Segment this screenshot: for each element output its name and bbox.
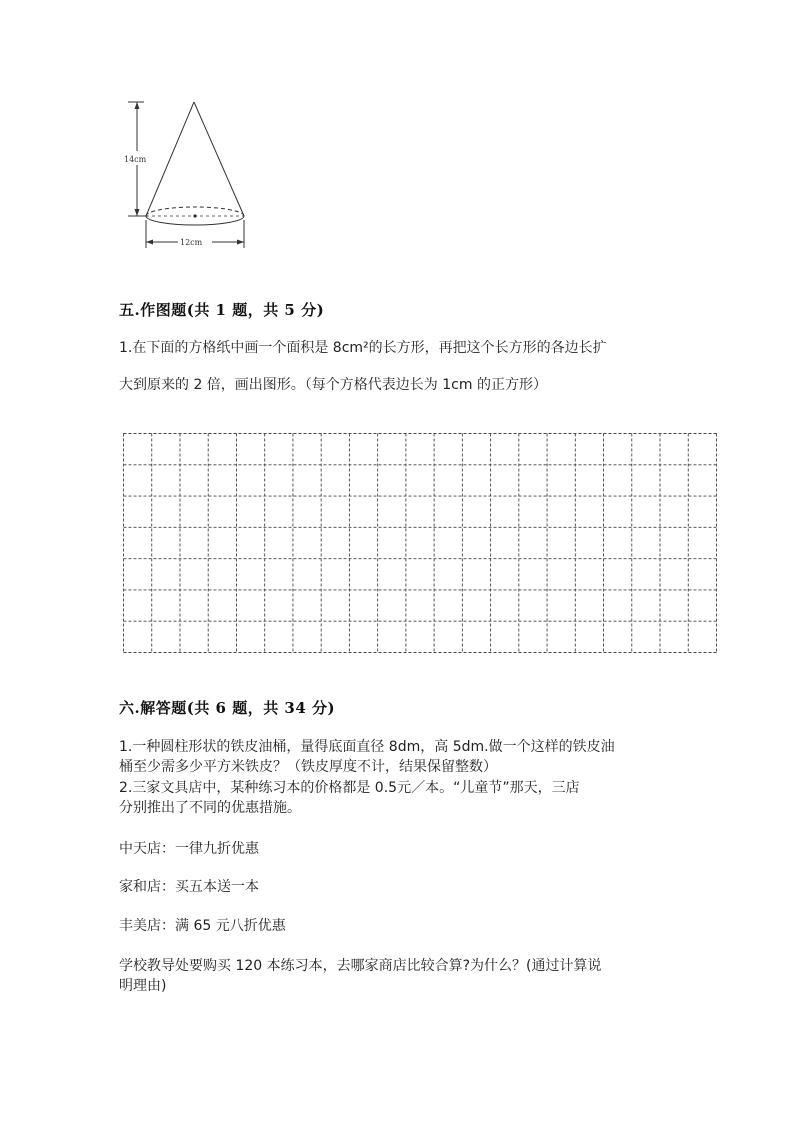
store-fengmei-offer: 丰美店：满 65 元八折优惠 — [119, 918, 286, 934]
section-6-question-2-line-1: 2.三家文具店中，某种练习本的价格都是 0.5元／本。“儿童节”那天，三店 — [119, 780, 580, 796]
store-zhongtian-offer: 中天店：一律九折优惠 — [119, 841, 259, 857]
height-arrow-head-down — [135, 209, 140, 216]
cone-right-side — [194, 102, 244, 216]
section-6-question-1-line-1: 1.一种圆柱形状的铁皮油桶，量得底面直径 8dm，高 5dm.做一个这样的铁皮油 — [119, 739, 615, 755]
store-jiahe-offer: 家和店：买五本送一本 — [119, 879, 259, 895]
section-5-heading: 五.作图题(共 1 题，共 5 分) — [119, 301, 325, 319]
diameter-label: 12cm — [180, 238, 203, 247]
section-6-question-1-line-2: 桶至少需多少平方米铁皮？（铁皮厚度不计，结果保留整数） — [119, 759, 497, 775]
diameter-arrow-head-right — [237, 240, 244, 245]
section-6-question-2-ask-line-1: 学校教导处要购买 120 本练习本，去哪家商店比较合算?为什么？(通过计算说 — [119, 958, 602, 974]
grid-paper[interactable] — [123, 433, 717, 653]
section-6-question-2-line-2: 分别推出了不同的优惠措施。 — [119, 800, 301, 816]
cone-left-side — [146, 102, 194, 216]
section-5-question-1-line-2: 大到原来的 2 倍，画出图形。（每个方格代表边长为 1cm 的正方形） — [119, 377, 547, 393]
section-5-question-1-line-1: 1.在下面的方格纸中画一个面积是 8cm²的长方形，再把这个长方形的各边长扩 — [119, 340, 607, 356]
height-arrow-head-up — [135, 102, 140, 109]
cone-figure — [120, 96, 260, 256]
diameter-arrow-head-left — [146, 240, 153, 245]
section-6-heading: 六.解答题(共 6 题，共 34 分) — [119, 699, 336, 717]
base-center-dot — [193, 214, 196, 217]
section-6-question-2-ask-line-2: 明理由) — [119, 978, 167, 994]
height-label: 14cm — [124, 155, 147, 164]
